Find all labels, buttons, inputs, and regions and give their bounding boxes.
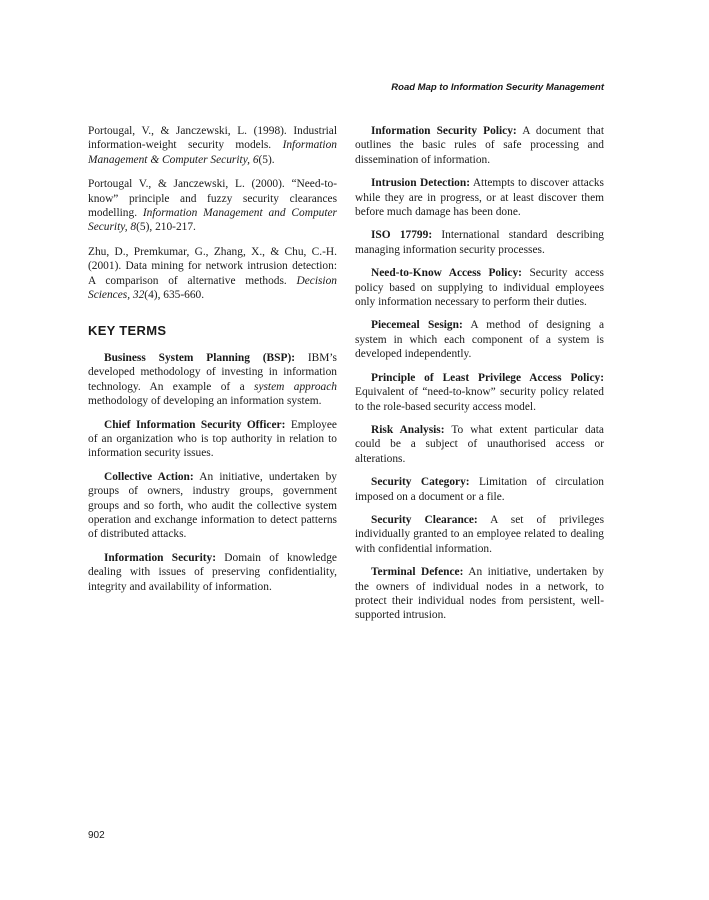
key-term-entry: Chief Information Security Officer: Employee of an organization who is top authority in relation to information security issues.: [88, 418, 337, 460]
key-term-entry: Terminal Defence: An initiative, undertaken by the owners of individual nodes in a network, to protect their individual nodes from persistent, well-supported intrusion.: [355, 566, 605, 622]
key-term-entry: Security Clearance: A set of privileges individually granted to an employee related to dealing with confidential information.: [355, 513, 604, 555]
left-column: [88, 124, 337, 603]
key-terms-heading: KEY TERMS: [88, 323, 167, 339]
reference-entry: Portougal V., & Janczewski, L. (2000). “Need-to-know” principle and fuzzy security clearances modelling. Information Management and Computer Security, 8(5), 210-217.: [88, 178, 337, 234]
reference-entry: Zhu, D., Premkumar, G., Zhang, X., & Chu, C.-H. (2001). Data mining for network intrusion detection: A comparison of alternative methods. Decision Sciences, 32(4), 635-660.: [88, 245, 337, 302]
page-number: 902: [88, 830, 105, 841]
key-term-entry: Business System Planning (BSP): IBM’s developed methodology of investing in information technology. An example of a system approach methodology of developing an information system.: [88, 351, 337, 408]
running-header: Road Map to Information Security Management: [391, 82, 604, 93]
key-term-entry: Information Security: Domain of knowledge dealing with issues of preserving confidentiality, integrity and availability of information.: [88, 551, 337, 593]
key-term-entry: Intrusion Detection: Attempts to discover attacks while they are in progress, or at least discover them before much damage has been done.: [355, 177, 604, 219]
key-term-entry: ISO 17799: International standard describing managing information security processes.: [355, 229, 604, 256]
key-term-entry: Piecemeal Sesign: A method of designing a system in which each component of a system is developed independently.: [355, 319, 604, 361]
key-term-entry: Risk Analysis: To what extent particular data could be a subject of unauthorised access or alterations.: [355, 423, 604, 465]
key-term-entry: Principle of Least Privilege Access Policy: Equivalent of “need-to-know” security policy related to the role-based security access model.: [355, 371, 604, 413]
key-term-entry: Need-to-Know Access Policy: Security access policy based on supplying to individual employees only information necessary to perform their duties.: [355, 267, 604, 309]
key-term-entry: Security Category: Limitation of circulation imposed on a document or a file.: [355, 476, 604, 503]
reference-entry: Portougal, V., & Janczewski, L. (1998). Industrial information-weight security models. Information Management & Computer Security, 6(5).: [88, 125, 337, 166]
right-column: [355, 124, 604, 632]
key-term-entry: Collective Action: An initiative, undertaken by groups of owners, industry groups, government groups and so forth, who audit the collective system operation and exchange information to detect patterns of distributed attacks.: [88, 470, 338, 541]
key-term-entry: Information Security Policy: A document that outlines the basic rules of safe processing and dissemination of information.: [355, 125, 604, 166]
